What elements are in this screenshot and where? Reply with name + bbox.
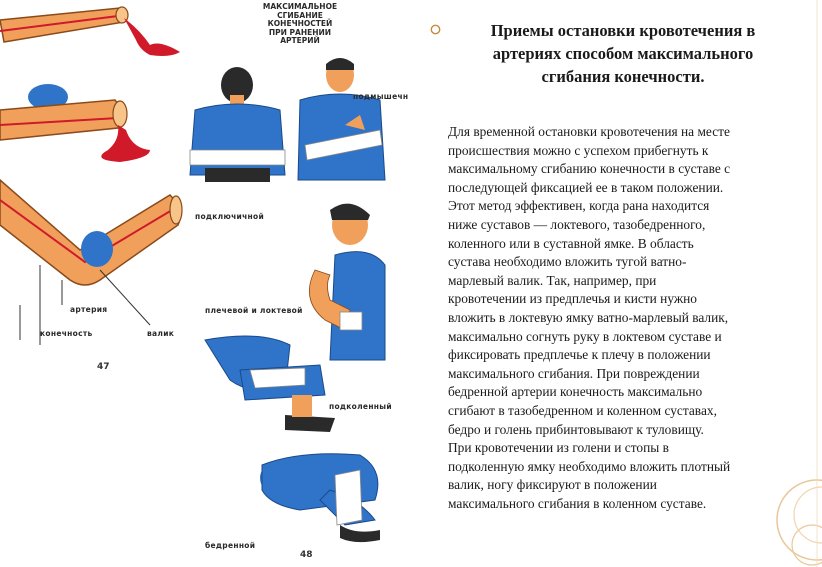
- circle-bullet-icon: [430, 24, 441, 35]
- slide-body-text: Для временной остановки кровотечения на месте происшествия можно с успехом прибегнуть к максимальному сгибанию конечности в суставе с последующей фиксацией ее в таком положении. Этот метод эффективен, когда рана находится ниже суставов — локтевого, тазобедренного, коленного или в суставной ямке. В область сустава необходимо вложить тугой ватно- марлевый валик. Так, например, при кровотечении из предплечья и кисти нужно вложить в локтевую ямку ватно-марлевый валик, максимально согнуть руку в локтевом суставе и фиксировать предплечье к плечу в положении максимального сгибания. При повреждении бедренной артерии конечность максимально сгибают в тазобедренном и коленном суставах, бедро и голень прибинтовывают к туловищу. При кровотечении из голени и стопы в подколенную ямку необходимо вложить плотный валик, ногу фиксируют в положении максимального сгибания в коленном суставе.: [448, 124, 731, 511]
- page-number-48: 48: [300, 550, 313, 560]
- figure-title: МАКСИМАЛЬНОЕ СГИБАНИЕ КОНЕЧНОСТЕЙ ПРИ РАНЕНИИ АРТЕРИЙ: [262, 2, 338, 45]
- limb-tube-bent: [0, 180, 182, 345]
- label-femoral: бедренной: [205, 541, 256, 550]
- person-front: [298, 58, 385, 180]
- label-subclavian: подключичной: [195, 212, 265, 221]
- page-number-47: 47: [97, 362, 110, 372]
- label-artery: артерия: [70, 305, 108, 314]
- person-back: [190, 67, 285, 182]
- label-axillary: подмышечн: [353, 92, 409, 101]
- limb-tube-1: [0, 7, 180, 56]
- person-arm-bent: [309, 204, 385, 360]
- label-limb: конечность: [40, 329, 93, 338]
- label-popliteal: подколенный: [329, 402, 392, 411]
- person-knee-bent: [205, 336, 335, 432]
- slide-title: Приемы остановки кровотечения в артериях способом максимального сгибания конечности.: [490, 21, 756, 86]
- limb-tube-2: [0, 84, 150, 162]
- label-shoulder-elbow: плечевой и локтевой: [205, 306, 303, 315]
- decorative-rings: [722, 0, 822, 567]
- person-hip-bent: [260, 454, 380, 542]
- label-roller: валик: [147, 329, 175, 338]
